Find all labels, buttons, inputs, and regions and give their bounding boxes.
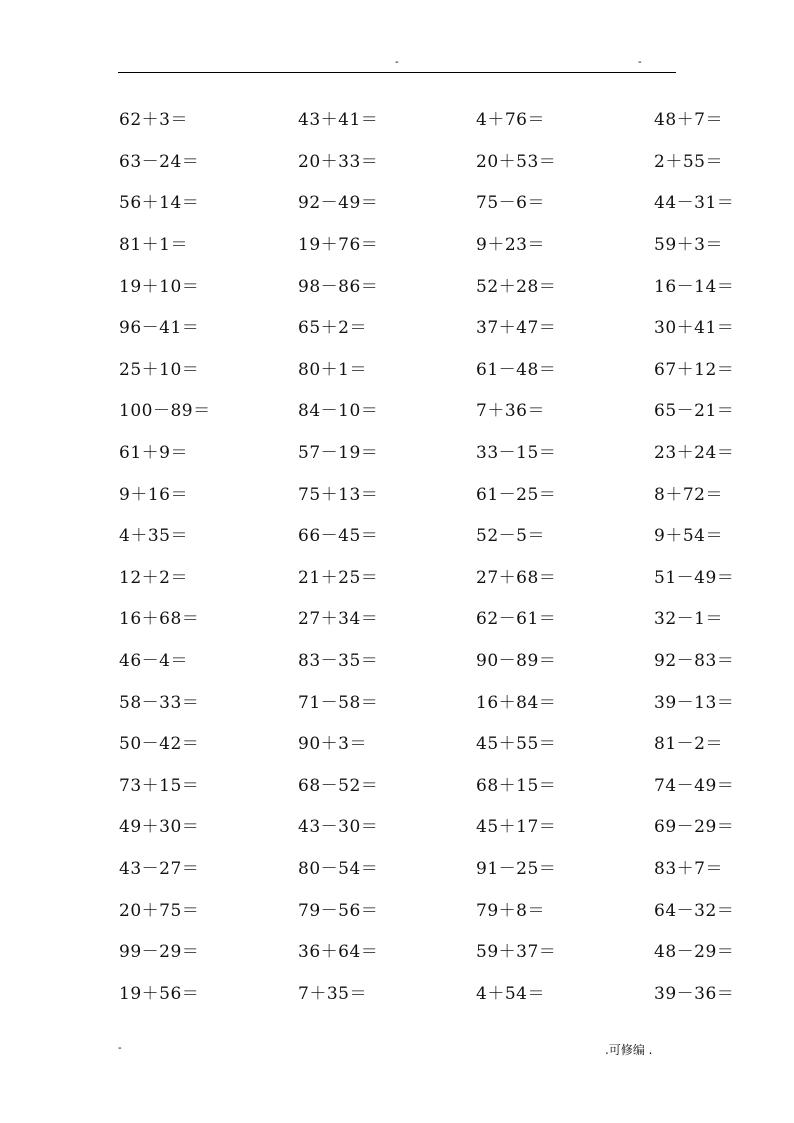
arithmetic-problem: 65－21＝ [654,401,735,422]
problem-row [119,596,759,638]
header-mark-right: - [638,56,642,68]
arithmetic-problem: 81－2＝ [654,734,723,755]
arithmetic-problem: 81＋1＝ [119,235,188,256]
arithmetic-problem: 67＋12＝ [654,359,735,380]
arithmetic-problem: 19＋10＝ [119,276,200,297]
arithmetic-problem: 32－1＝ [654,609,723,630]
footer-editable-note: .可修编 . [605,1043,653,1057]
problem-row [119,139,759,181]
arithmetic-problem: 9＋16＝ [119,484,188,505]
problem-row [119,679,759,721]
arithmetic-problem: 100－89＝ [119,401,211,422]
arithmetic-problem: 59＋37＝ [476,942,557,963]
arithmetic-problem: 33－15＝ [476,443,557,464]
problem-row [119,222,759,264]
arithmetic-problem: 52－5＝ [476,526,545,547]
arithmetic-problem: 98－86＝ [298,276,379,297]
arithmetic-problem: 92－49＝ [298,193,379,214]
arithmetic-problem: 69－29＝ [654,817,735,838]
arithmetic-problem: 12＋2＝ [119,567,188,588]
arithmetic-problem: 48－29＝ [654,942,735,963]
arithmetic-problem: 58－33＝ [119,692,200,713]
problem-row [119,471,759,513]
arithmetic-problem: 43－30＝ [298,817,379,838]
arithmetic-problem: 25＋10＝ [119,359,200,380]
arithmetic-problem: 44－31＝ [654,193,735,214]
problem-row [119,970,759,1012]
arithmetic-problem: 80＋1＝ [298,359,367,380]
arithmetic-problem: 61＋9＝ [119,443,188,464]
problem-row [119,804,759,846]
arithmetic-problem: 96－41＝ [119,318,200,339]
arithmetic-problem: 75＋13＝ [298,484,379,505]
arithmetic-problem: 20＋53＝ [476,151,557,172]
problem-row [119,347,759,389]
arithmetic-problem: 39－13＝ [654,692,735,713]
arithmetic-problem: 27＋34＝ [298,609,379,630]
arithmetic-problem: 79＋8＝ [476,900,545,921]
arithmetic-problem: 20＋33＝ [298,151,379,172]
arithmetic-problem: 46－4＝ [119,651,188,672]
problem-row [119,430,759,472]
arithmetic-problem: 68－52＝ [298,775,379,796]
arithmetic-problem: 62－61＝ [476,609,557,630]
arithmetic-problem: 65＋2＝ [298,318,367,339]
problem-row [119,721,759,763]
arithmetic-problem: 43＋41＝ [298,110,379,131]
arithmetic-problem: 90＋3＝ [298,734,367,755]
arithmetic-problem: 64－32＝ [654,900,735,921]
arithmetic-problem: 16＋84＝ [476,692,557,713]
arithmetic-problem: 61－48＝ [476,359,557,380]
arithmetic-problem: 80－54＝ [298,858,379,879]
problem-row [119,263,759,305]
arithmetic-problem: 48＋7＝ [654,110,723,131]
arithmetic-problem: 99－29＝ [119,942,200,963]
arithmetic-problem: 61－25＝ [476,484,557,505]
arithmetic-problem: 68＋15＝ [476,775,557,796]
arithmetic-problem: 7＋35＝ [298,983,367,1004]
header-rule [118,72,676,73]
arithmetic-problem: 50－42＝ [119,734,200,755]
arithmetic-problem: 83－35＝ [298,651,379,672]
arithmetic-problem: 4＋76＝ [476,110,545,131]
arithmetic-problem: 9＋23＝ [476,235,545,256]
arithmetic-problem: 92－83＝ [654,651,735,672]
problem-row [119,929,759,971]
problem-row [119,97,759,139]
arithmetic-problem: 56＋14＝ [119,193,200,214]
arithmetic-problem: 74－49＝ [654,775,735,796]
arithmetic-problem: 73＋15＝ [119,775,200,796]
arithmetic-problem: 51－49＝ [654,567,735,588]
arithmetic-problem: 71－58＝ [298,692,379,713]
arithmetic-problem: 75－6＝ [476,193,545,214]
arithmetic-problem: 16＋68＝ [119,609,200,630]
arithmetic-problem: 19＋76＝ [298,235,379,256]
arithmetic-problem: 63－24＝ [119,151,200,172]
arithmetic-problem: 4＋54＝ [476,983,545,1004]
arithmetic-problem: 49＋30＝ [119,817,200,838]
problem-row [119,555,759,597]
problem-row [119,513,759,555]
header-mark-left: - [395,56,399,68]
arithmetic-problem: 30＋41＝ [654,318,735,339]
arithmetic-problem: 20＋75＝ [119,900,200,921]
arithmetic-problem: 45＋55＝ [476,734,557,755]
arithmetic-problem: 2＋55＝ [654,151,723,172]
arithmetic-problem: 57－19＝ [298,443,379,464]
arithmetic-problem: 59＋3＝ [654,235,723,256]
arithmetic-problem: 66－45＝ [298,526,379,547]
footer-mark-left: - [118,1042,122,1054]
arithmetic-problem: 36＋64＝ [298,942,379,963]
arithmetic-problem: 90－89＝ [476,651,557,672]
arithmetic-problem: 21＋25＝ [298,567,379,588]
arithmetic-problem: 84－10＝ [298,401,379,422]
arithmetic-problem: 62＋3＝ [119,110,188,131]
arithmetic-problem: 39－36＝ [654,983,735,1004]
arithmetic-problem: 83＋7＝ [654,858,723,879]
problem-row [119,763,759,805]
arithmetic-problem: 27＋68＝ [476,567,557,588]
arithmetic-problem: 23＋24＝ [654,443,735,464]
arithmetic-problem: 4＋35＝ [119,526,188,547]
problem-row [119,388,759,430]
arithmetic-problem: 9＋54＝ [654,526,723,547]
arithmetic-problem: 45＋17＝ [476,817,557,838]
arithmetic-problem: 79－56＝ [298,900,379,921]
problem-row [119,305,759,347]
arithmetic-problem: 43－27＝ [119,858,200,879]
arithmetic-problem: 8＋72＝ [654,484,723,505]
arithmetic-problem: 19＋56＝ [119,983,200,1004]
arithmetic-problem-grid [119,97,759,1012]
problem-row [119,887,759,929]
problem-row [119,846,759,888]
problem-row [119,180,759,222]
problem-row [119,638,759,680]
arithmetic-problem: 16－14＝ [654,276,735,297]
arithmetic-problem: 37＋47＝ [476,318,557,339]
arithmetic-problem: 91－25＝ [476,858,557,879]
arithmetic-problem: 7＋36＝ [476,401,545,422]
arithmetic-problem: 52＋28＝ [476,276,557,297]
